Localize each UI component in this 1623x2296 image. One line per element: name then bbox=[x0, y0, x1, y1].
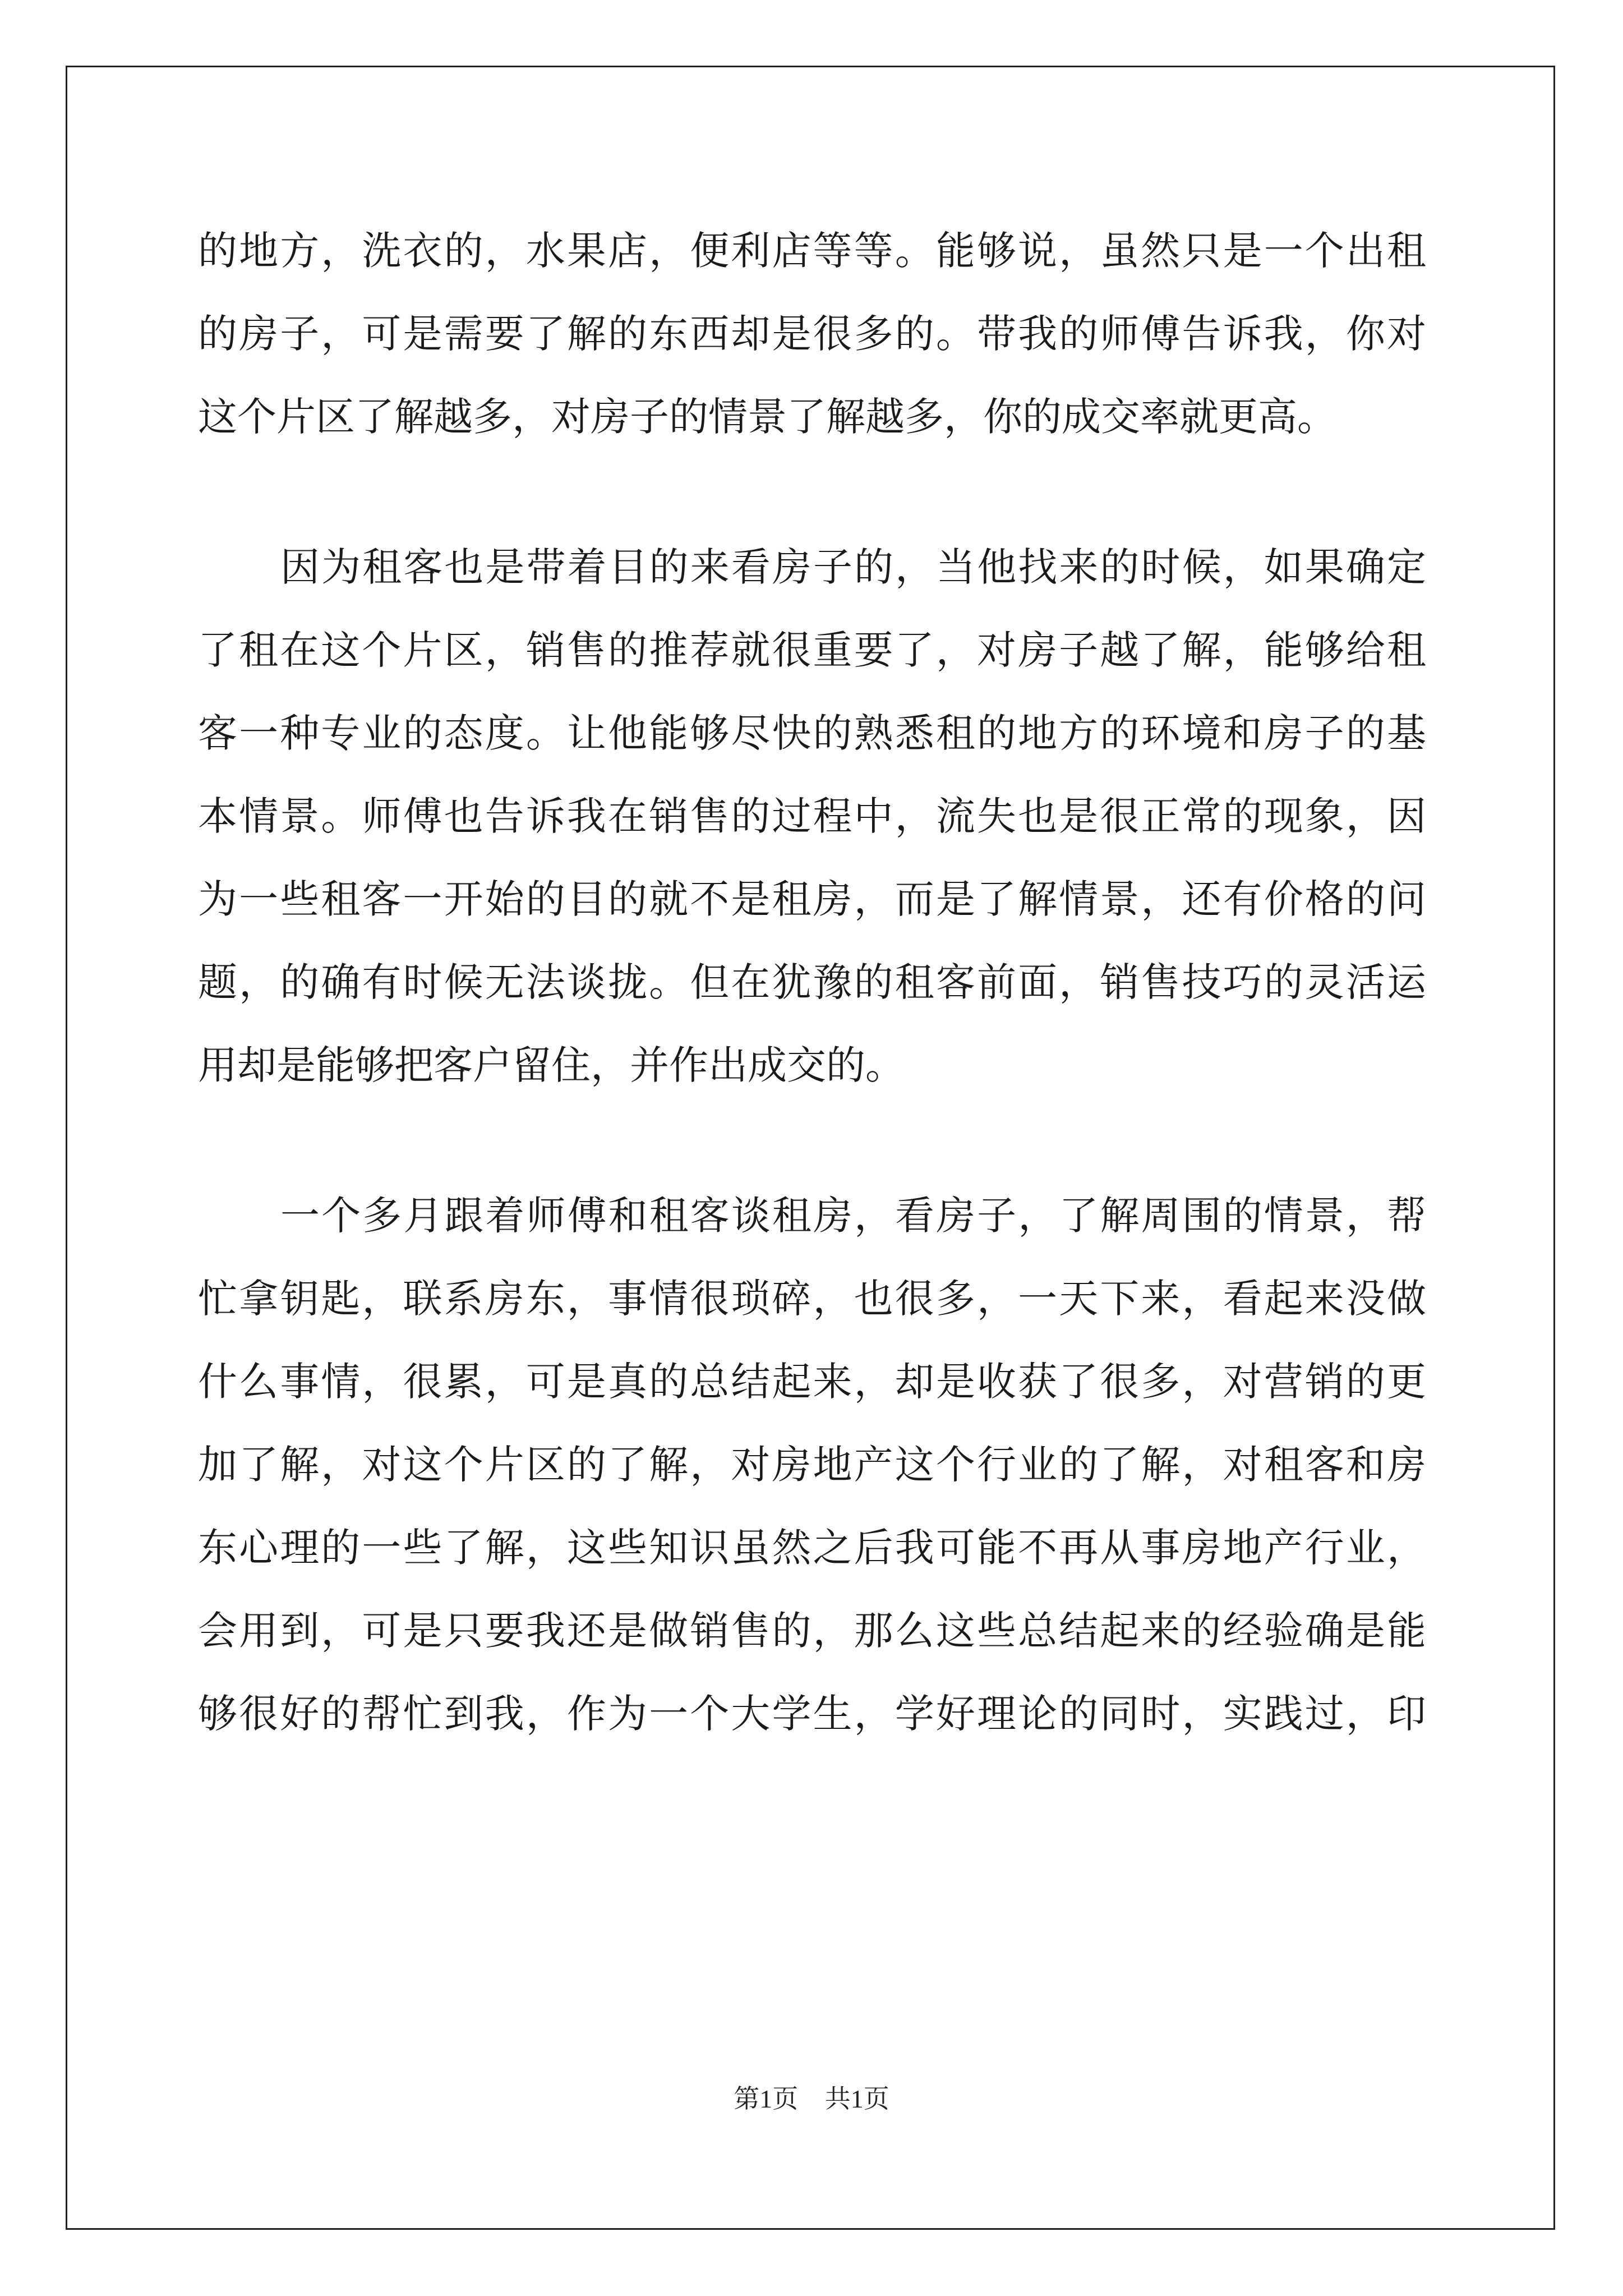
paragraph-first-line: 因为租客也是带着目的来看房子的，当他找来的时候，如果确定 bbox=[280, 544, 1426, 590]
text-line: 加了解，对这个片区的了解，对房地产这个行业的了解，对租客和房 bbox=[198, 1442, 1426, 1488]
text-line: 够很好的帮忙到我，作为一个大学生，学好理论的同时，实践过，印 bbox=[198, 1691, 1426, 1737]
text-line: 题，的确有时候无法谈拢。但在犹豫的租客前面，销售技巧的灵活运 bbox=[198, 959, 1426, 1005]
text-line: 什么事情，很累，可是真的总结起来，却是收获了很多，对营销的更 bbox=[198, 1359, 1426, 1405]
text-line: 了租在这个片区，销售的推荐就很重要了，对房子越了解，能够给租 bbox=[198, 627, 1426, 673]
text-line: 本情景。师傅也告诉我在销售的过程中，流失也是很正常的现象，因 bbox=[198, 793, 1426, 839]
text-line: 的地方，洗衣的，水果店，便利店等等。能够说，虽然只是一个出租 bbox=[198, 228, 1426, 274]
text-line: 的房子，可是需要了解的东西却是很多的。带我的师傅告诉我，你对 bbox=[198, 311, 1426, 357]
text-line: 这个片区了解越多，对房子的情景了解越多，你的成交率就更高。 bbox=[198, 394, 1336, 440]
text-line: 用却是能够把客户留住，并作出成交的。 bbox=[198, 1042, 905, 1088]
page-footer bbox=[0, 2082, 1623, 2116]
page-number-total: 共1页 bbox=[824, 2085, 889, 2113]
page-number-current: 第1页 bbox=[734, 2085, 799, 2113]
paragraph-first-line: 一个多月跟着师傅和租客谈租房，看房子，了解周围的情景，帮 bbox=[280, 1193, 1426, 1239]
text-line: 忙拿钥匙，联系房东，事情很琐碎，也很多，一天下来，看起来没做 bbox=[198, 1276, 1426, 1322]
text-line: 会用到，可是只要我还是做销售的，那么这些总结起来的经验确是能 bbox=[198, 1608, 1426, 1654]
text-line: 客一种专业的态度。让他能够尽快的熟悉租的地方的环境和房子的基 bbox=[198, 710, 1426, 756]
text-line: 东心理的一些了解，这些知识虽然之后我可能不再从事房地产行业， bbox=[198, 1525, 1426, 1571]
text-line: 为一些租客一开始的目的就不是租房，而是了解情景，还有价格的问 bbox=[198, 876, 1426, 922]
